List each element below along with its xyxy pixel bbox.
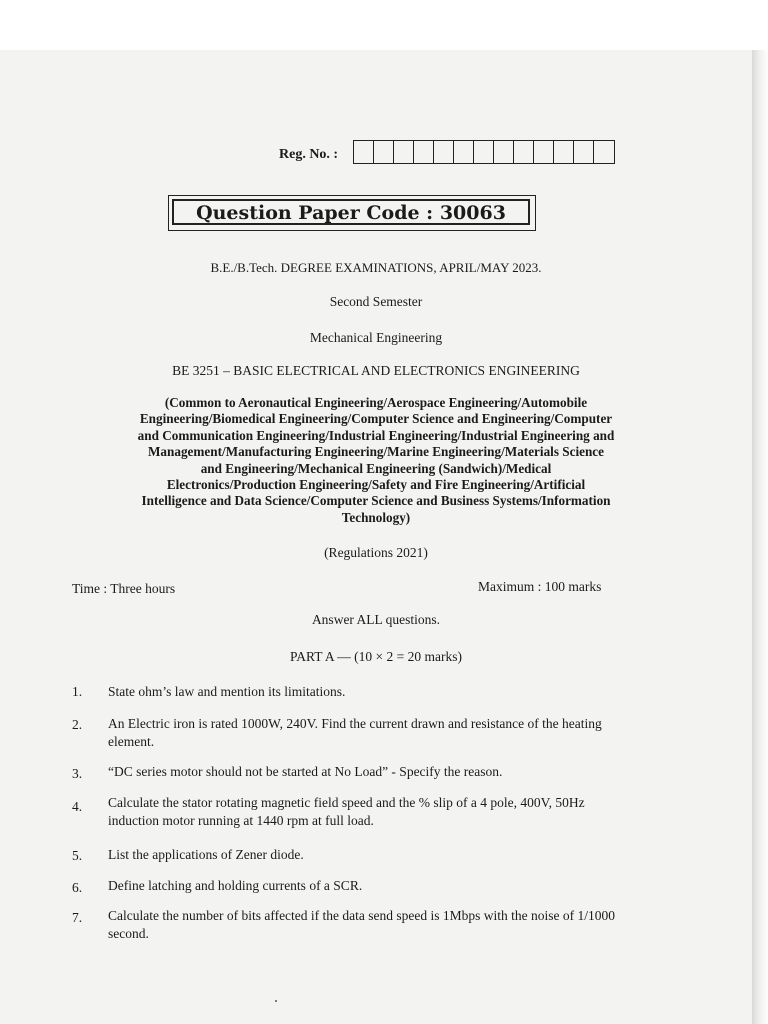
question-paper-code-label: Question Paper Code : [196,202,440,224]
reg-no-label: Reg. No. : [279,147,339,162]
common-to-line: Intelligence and Data Science/Computer Science and Business Systems/Information [141,493,611,509]
part-a-title: PART A — (10 × 2 = 20 marks) [290,649,462,664]
exam-title: B.E./B.Tech. DEGREE EXAMINATIONS, APRIL/MAY 2023. [210,260,542,275]
common-to-line: (Common to Aeronautical Engineering/Aerospace Engineering/Automobile [164,395,588,410]
course-title: BE 3251 – BASIC ELECTRICAL AND ELECTRONICS ENGINEERING [172,363,580,378]
department: Mechanical Engineering [309,330,443,345]
common-to-line: Engineering/Biomedical Engineering/Computer Science and Engineering/Computer [139,411,613,427]
scan-speck [275,1000,277,1002]
scan-top-margin [0,0,768,50]
common-to-line: Management/Manufacturing Engineering/Marine Engineering/Materials Science [147,444,604,460]
question-paper-code: 30063 [439,202,506,224]
question-number: 2. [72,717,83,732]
reg-no-boxes [353,140,615,164]
question-paper-page [0,50,752,1024]
question-text: Calculate the stator rotating magnetic field speed and the % slip of a 4 pole, 400V, 50Hz induction motor running at 1440 rpm at full load. [108,795,585,828]
reg-no-digit-box [354,141,374,163]
question-number: 5. [72,848,83,863]
instruction: Answer ALL questions. [311,612,441,627]
common-to-line: Electronics/Production Engineering/Safety and Fire Engineering/Artificial [166,477,586,493]
reg-no-digit-box [574,141,594,163]
reg-no-digit-box [494,141,514,163]
reg-no-digit-box [594,141,614,163]
reg-no-digit-box [414,141,434,163]
maximum-marks: Maximum : 100 marks [478,579,602,594]
reg-no-digit-box [534,141,554,163]
common-to-line: and Communication Engineering/Industrial Engineering/Industrial Engineering and [137,427,615,443]
regulations: (Regulations 2021) [324,545,428,560]
question-text: List the applications of Zener diode. [108,847,304,862]
semester: Second Semester [329,294,423,309]
question-text: “DC series motor should not be started at No Load” - Specify the reason. [108,764,503,779]
question-number: 1. [72,684,83,699]
common-to-line: and Engineering/Mechanical Engineering (Sandwich)/Medical [200,460,552,476]
question-text: Calculate the number of bits affected if the data send speed is 1Mbps with the noise of 1/1000 second. [108,908,616,941]
page-edge-shadow [752,50,768,1024]
question-text: Define latching and holding currents of a SCR. [108,878,363,893]
reg-no-digit-box [454,141,474,163]
question-number: 3. [72,766,83,781]
common-to-programmes [60,395,692,526]
reg-no-digit-box [394,141,414,163]
reg-no-digit-box [474,141,494,163]
question-text: An Electric iron is rated 1000W, 240V. Find the current drawn and resistance of the heating element. [108,716,602,749]
reg-no-digit-box [514,141,534,163]
reg-no-digit-box [554,141,574,163]
common-to-line: Technology) [341,509,411,525]
question-number: 4. [72,799,83,814]
question-text: State ohm’s law and mention its limitations. [108,684,346,699]
question-number: 6. [72,880,83,895]
question-number: 7. [72,910,83,925]
exam-duration: Time : Three hours [72,581,176,596]
reg-no-digit-box [374,141,394,163]
reg-no-digit-box [434,141,454,163]
question-paper-code-box [172,199,530,225]
